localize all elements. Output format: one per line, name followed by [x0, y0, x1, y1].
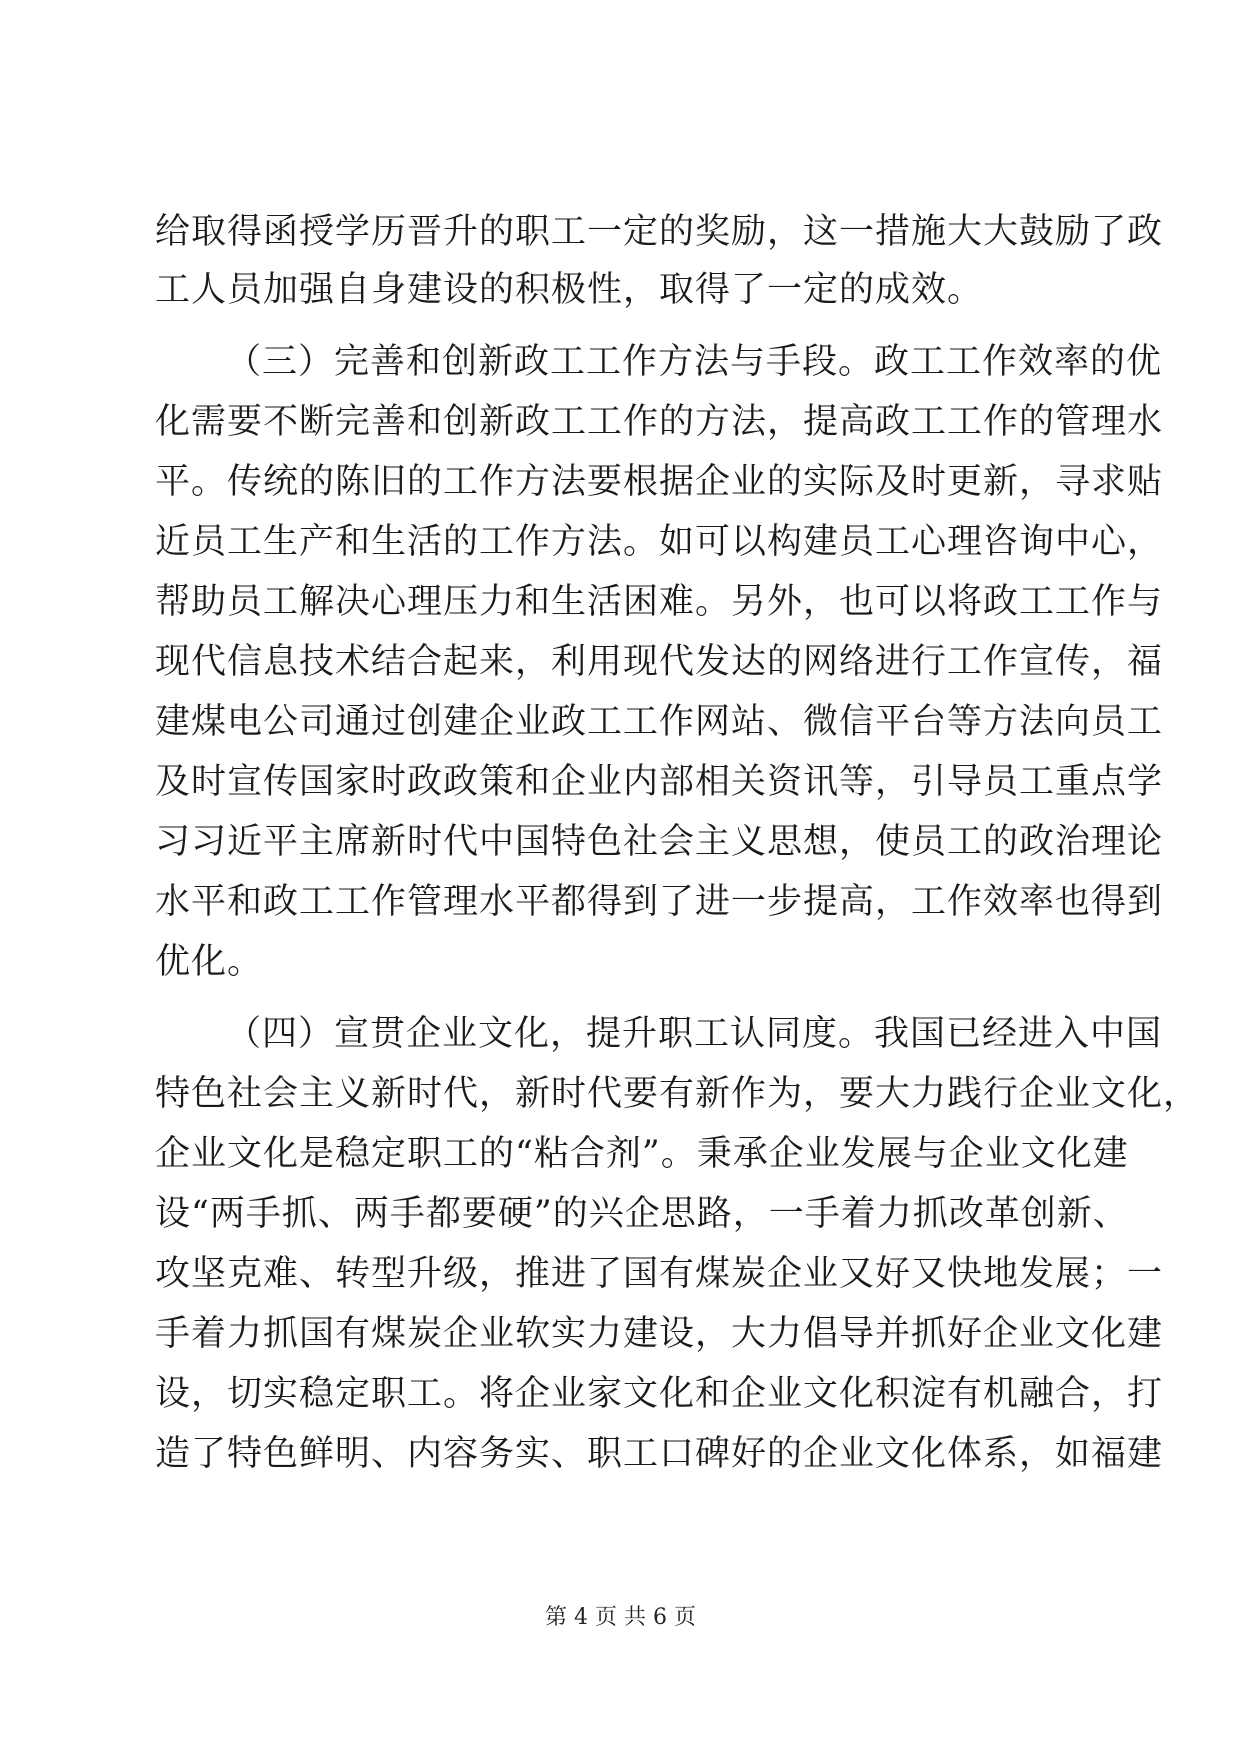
- text-line: 手着力抓国有煤炭企业软实力建设，大力倡导并抓好企业文化建: [155, 1314, 1164, 1354]
- text-line: 造了特色鲜明、内容务实、职工口碑好的企业文化体系，如福建: [155, 1434, 1164, 1474]
- text-line: 攻坚克难、转型升级，推进了国有煤炭企业又好又快地发展；一: [155, 1254, 1164, 1294]
- text-line: 平。传统的陈旧的工作方法要根据企业的实际及时更新，寻求贴: [155, 462, 1164, 502]
- text-line: 水平和政工工作管理水平都得到了进一步提高，工作效率也得到: [155, 882, 1164, 922]
- text-line: 帮助员工解决心理压力和生活困难。另外，也可以将政工工作与: [155, 582, 1164, 622]
- text-line: 习习近平主席新时代中国特色社会主义思想，使员工的政治理论: [155, 822, 1164, 862]
- text-line: 近员工生产和生活的工作方法。如可以构建员工心理咨询中心，: [155, 522, 1164, 562]
- text-line: 设“两手抓、两手都要硬”的兴企思路，一手着力抓改革创新、: [155, 1194, 1129, 1234]
- section-heading-line: （四）宣贯企业文化，提升职工认同度。我国已经进入中国: [226, 1014, 1163, 1054]
- text-line: 特色社会主义新时代，新时代要有新作为，要大力践行企业文化，: [155, 1074, 1200, 1114]
- text-line: 优化。: [155, 942, 264, 982]
- text-line: 企业文化是稳定职工的“粘合剂”。秉承企业发展与企业文化建: [155, 1134, 1129, 1174]
- page-number-footer: 第 4 页 共 6 页: [545, 1605, 696, 1630]
- text-line: 工人员加强自身建设的积极性，取得了一定的成效。: [155, 270, 984, 310]
- text-line: 给取得函授学历晋升的职工一定的奖励，这一措施大大鼓励了政: [155, 212, 1164, 252]
- text-line: 建煤电公司通过创建企业政工工作网站、微信平台等方法向员工: [155, 702, 1164, 742]
- text-line: 设，切实稳定职工。将企业家文化和企业文化积淀有机融合，打: [155, 1374, 1164, 1414]
- text-line: 化需要不断完善和创新政工工作的方法，提高政工工作的管理水: [155, 402, 1164, 442]
- section-heading-line: （三）完善和创新政工工作方法与手段。政工工作效率的优: [226, 342, 1163, 382]
- text-line: 现代信息技术结合起来，利用现代发达的网络进行工作宣传，福: [155, 642, 1164, 682]
- text-line: 及时宣传国家时政政策和企业内部相关资讯等，引导员工重点学: [155, 762, 1164, 802]
